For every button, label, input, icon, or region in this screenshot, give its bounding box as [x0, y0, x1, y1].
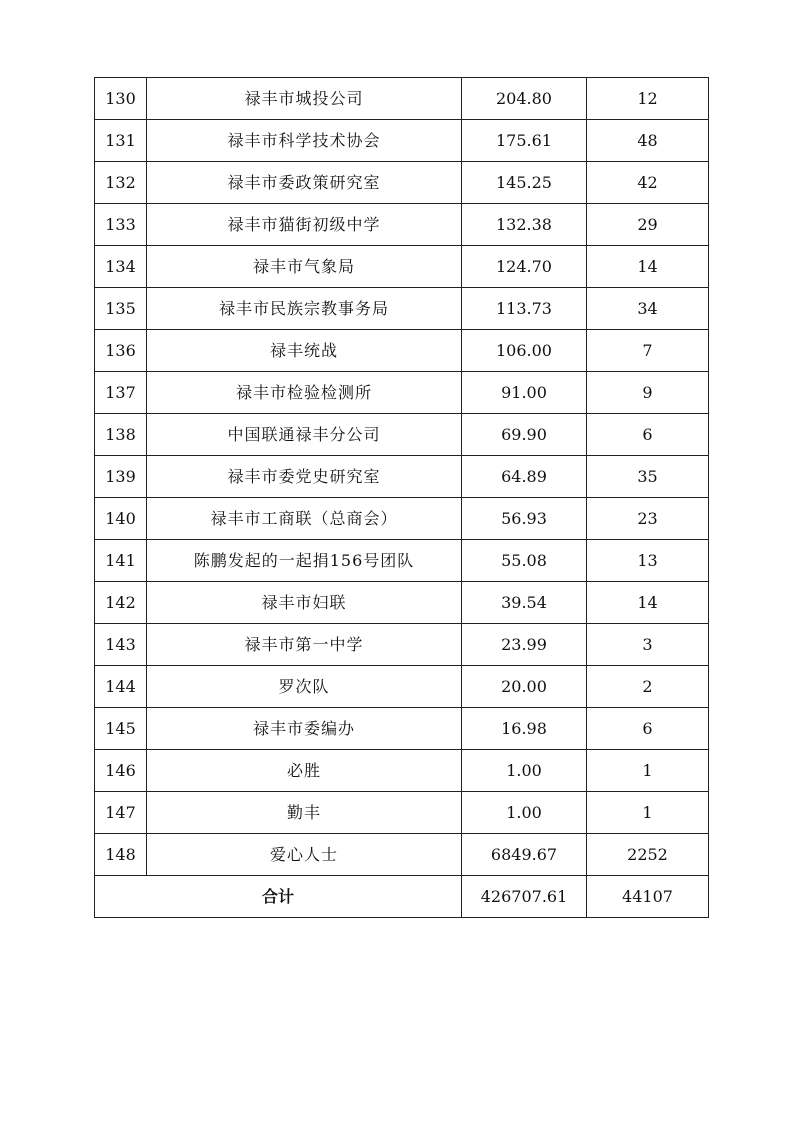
table-row [95, 708, 709, 750]
organization-name-cell: 禄丰统战 [147, 330, 462, 372]
count-cell: 13 [587, 540, 709, 582]
amount-cell: 69.90 [462, 414, 587, 456]
count-cell: 6 [587, 708, 709, 750]
amount-cell: 1.00 [462, 792, 587, 834]
amount-cell: 20.00 [462, 666, 587, 708]
count-cell: 42 [587, 162, 709, 204]
table-row [95, 456, 709, 498]
count-cell: 23 [587, 498, 709, 540]
organization-name-cell: 禄丰市委党史研究室 [147, 456, 462, 498]
count-cell: 14 [587, 582, 709, 624]
row-index-cell: 139 [95, 456, 147, 498]
table-row [95, 204, 709, 246]
row-index-cell: 141 [95, 540, 147, 582]
donation-table [94, 77, 709, 918]
organization-name-cell: 陈鹏发起的一起捐156号团队 [147, 540, 462, 582]
amount-cell: 204.80 [462, 78, 587, 120]
organization-name-cell: 禄丰市妇联 [147, 582, 462, 624]
table-row [95, 330, 709, 372]
row-index-cell: 131 [95, 120, 147, 162]
amount-cell: 106.00 [462, 330, 587, 372]
organization-name-cell: 爱心人士 [147, 834, 462, 876]
amount-cell: 23.99 [462, 624, 587, 666]
amount-cell: 132.38 [462, 204, 587, 246]
total-amount-cell: 426707.61 [462, 876, 587, 918]
count-cell: 7 [587, 330, 709, 372]
row-index-cell: 148 [95, 834, 147, 876]
organization-name-cell: 禄丰市第一中学 [147, 624, 462, 666]
table-row [95, 162, 709, 204]
count-cell: 34 [587, 288, 709, 330]
count-cell: 29 [587, 204, 709, 246]
organization-name-cell: 禄丰市委编办 [147, 708, 462, 750]
amount-cell: 175.61 [462, 120, 587, 162]
row-index-cell: 144 [95, 666, 147, 708]
row-index-cell: 134 [95, 246, 147, 288]
count-cell: 6 [587, 414, 709, 456]
amount-cell: 55.08 [462, 540, 587, 582]
row-index-cell: 140 [95, 498, 147, 540]
amount-cell: 39.54 [462, 582, 587, 624]
count-cell: 12 [587, 78, 709, 120]
table-row [95, 582, 709, 624]
amount-cell: 6849.67 [462, 834, 587, 876]
amount-cell: 1.00 [462, 750, 587, 792]
count-cell: 35 [587, 456, 709, 498]
amount-cell: 56.93 [462, 498, 587, 540]
row-index-cell: 138 [95, 414, 147, 456]
organization-name-cell: 中国联通禄丰分公司 [147, 414, 462, 456]
table-row [95, 792, 709, 834]
organization-name-cell: 禄丰市城投公司 [147, 78, 462, 120]
total-row [95, 876, 709, 918]
organization-name-cell: 禄丰市委政策研究室 [147, 162, 462, 204]
organization-name-cell: 禄丰市猫街初级中学 [147, 204, 462, 246]
organization-name-cell: 禄丰市气象局 [147, 246, 462, 288]
row-index-cell: 136 [95, 330, 147, 372]
row-index-cell: 143 [95, 624, 147, 666]
row-index-cell: 142 [95, 582, 147, 624]
total-label-cell: 合计 [95, 876, 462, 918]
row-index-cell: 133 [95, 204, 147, 246]
organization-name-cell: 禄丰市民族宗教事务局 [147, 288, 462, 330]
donation-table-body [95, 78, 709, 918]
organization-name-cell: 罗次队 [147, 666, 462, 708]
organization-name-cell: 禄丰市科学技术协会 [147, 120, 462, 162]
table-row [95, 414, 709, 456]
table-row [95, 834, 709, 876]
organization-name-cell: 禄丰市工商联（总商会） [147, 498, 462, 540]
organization-name-cell: 勤丰 [147, 792, 462, 834]
count-cell: 2 [587, 666, 709, 708]
organization-name-cell: 禄丰市检验检测所 [147, 372, 462, 414]
table-row [95, 288, 709, 330]
count-cell: 2252 [587, 834, 709, 876]
row-index-cell: 145 [95, 708, 147, 750]
table-row [95, 120, 709, 162]
table-row [95, 246, 709, 288]
amount-cell: 16.98 [462, 708, 587, 750]
count-cell: 1 [587, 750, 709, 792]
table-row [95, 540, 709, 582]
table-row [95, 372, 709, 414]
table-row [95, 750, 709, 792]
organization-name-cell: 必胜 [147, 750, 462, 792]
amount-cell: 91.00 [462, 372, 587, 414]
table-row [95, 78, 709, 120]
row-index-cell: 147 [95, 792, 147, 834]
row-index-cell: 130 [95, 78, 147, 120]
count-cell: 14 [587, 246, 709, 288]
row-index-cell: 146 [95, 750, 147, 792]
count-cell: 1 [587, 792, 709, 834]
table-row [95, 666, 709, 708]
count-cell: 3 [587, 624, 709, 666]
table-row [95, 498, 709, 540]
table-row [95, 624, 709, 666]
row-index-cell: 132 [95, 162, 147, 204]
amount-cell: 64.89 [462, 456, 587, 498]
amount-cell: 124.70 [462, 246, 587, 288]
amount-cell: 145.25 [462, 162, 587, 204]
row-index-cell: 135 [95, 288, 147, 330]
row-index-cell: 137 [95, 372, 147, 414]
count-cell: 48 [587, 120, 709, 162]
amount-cell: 113.73 [462, 288, 587, 330]
count-cell: 9 [587, 372, 709, 414]
total-count-cell: 44107 [587, 876, 709, 918]
